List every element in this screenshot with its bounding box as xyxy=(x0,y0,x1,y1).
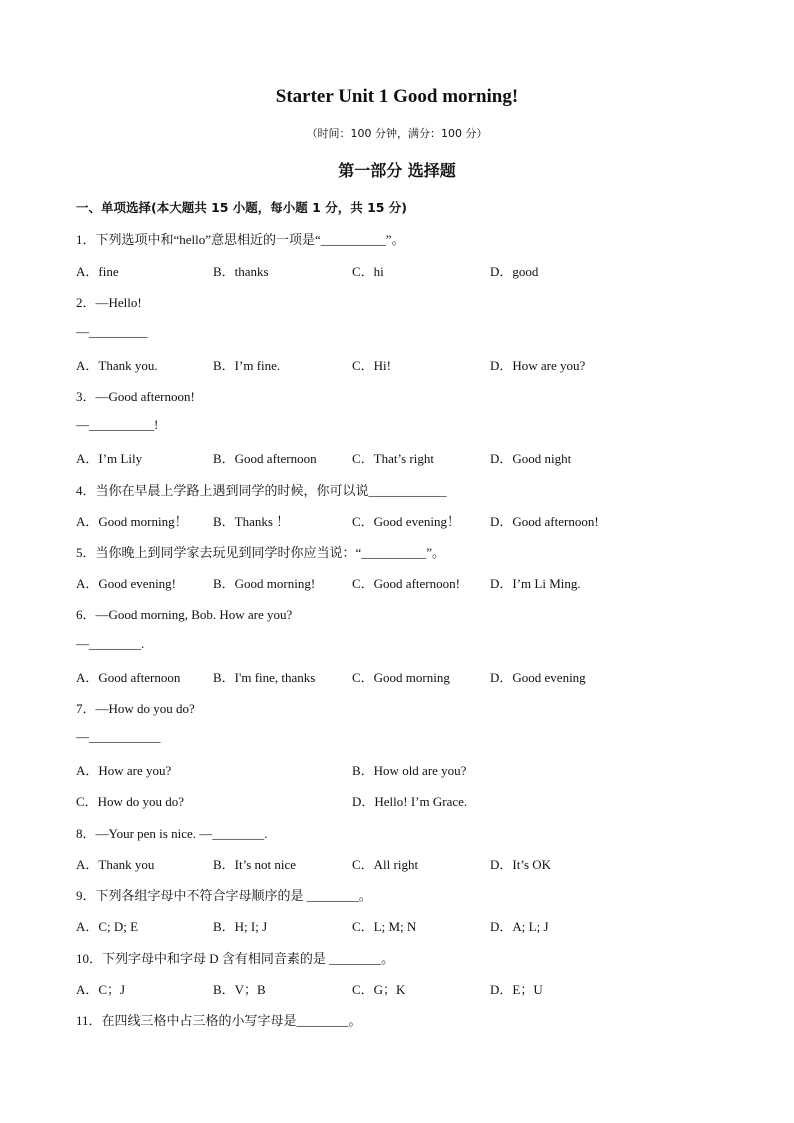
option-d: D．E；U xyxy=(490,982,543,997)
option-d: D．It’s OK xyxy=(490,857,552,872)
option-c: C．G；K xyxy=(352,982,406,997)
option-a: A．Thank you xyxy=(76,857,155,872)
option-d: D．Good evening xyxy=(490,670,586,685)
question-stem: 4．当你在早晨上学路上遇到同学的时候，你可以说____________ xyxy=(76,483,447,498)
option-b: B．thanks xyxy=(213,264,269,279)
option-c: C．Good morning xyxy=(352,670,450,685)
option-d: D．How are you? xyxy=(490,358,586,373)
exam-info: （时间：100 分钟，满分：100 分） xyxy=(306,127,488,140)
answer-blank-line: —__________! xyxy=(76,417,159,432)
option-c: C．hi xyxy=(352,264,384,279)
answer-blank-line: —___________ xyxy=(76,729,161,744)
option-a: A．Good afternoon xyxy=(76,670,181,685)
section-heading: 一、单项选择(本大题共 15 小题，每小题 1 分，共 15 分) xyxy=(76,200,408,215)
option-a: A．Good evening! xyxy=(76,576,177,591)
option-c: C．Good evening！ xyxy=(352,514,460,529)
option-b: B．It’s not nice xyxy=(213,857,297,872)
option-b: B．H; I; J xyxy=(213,919,268,934)
option-c: C．L; M; N xyxy=(352,919,417,934)
question-stem: 3．—Good afternoon! xyxy=(76,389,195,404)
option-b: B．Good afternoon xyxy=(213,451,317,466)
option-d: D．Hello! I’m Grace. xyxy=(352,794,468,809)
page-title: Starter Unit 1 Good morning! xyxy=(275,86,519,107)
answer-blank-line: —________. xyxy=(76,636,145,651)
option-b: B．I'm fine, thanks xyxy=(213,670,316,685)
option-a: A．Thank you. xyxy=(76,358,158,373)
option-b: B．How old are you? xyxy=(352,763,467,778)
option-a: A．How are you? xyxy=(76,763,172,778)
option-d: D．I’m Li Ming. xyxy=(490,576,581,591)
option-a: A．Good morning！ xyxy=(76,514,188,529)
question-stem: 1．下列选项中和“hello”意思相近的一项是“__________”。 xyxy=(76,232,405,247)
question-stem: 9．下列各组字母中不符合字母顺序的是 ________。 xyxy=(76,888,372,903)
option-d: D．A; L; J xyxy=(490,919,549,934)
question-stem: 2．—Hello! xyxy=(76,295,142,310)
question-stem: 7．—How do you do? xyxy=(76,701,195,716)
option-d: D．Good afternoon! xyxy=(490,514,599,529)
option-a: A．fine xyxy=(76,264,119,279)
question-stem: 6．—Good morning, Bob. How are you? xyxy=(76,607,293,622)
part-heading: 第一部分 选择题 xyxy=(338,161,456,180)
question-stem: 8．—Your pen is nice. —________. xyxy=(76,826,268,841)
option-c: C．Good afternoon! xyxy=(352,576,460,591)
option-a: A．I’m Lily xyxy=(76,451,143,466)
option-b: B．Good morning! xyxy=(213,576,316,591)
option-c: C．That’s right xyxy=(352,451,434,466)
answer-blank-line: —_________ xyxy=(76,324,148,339)
option-b: B．Thanks ！ xyxy=(213,514,290,529)
question-stem: 11．在四线三格中占三格的小写字母是________。 xyxy=(76,1013,362,1028)
option-c: C．How do you do? xyxy=(76,794,184,809)
option-d: D．Good night xyxy=(490,451,572,466)
option-a: A．C；J xyxy=(76,982,126,997)
option-c: C．All right xyxy=(352,857,419,872)
option-c: C．Hi! xyxy=(352,358,392,373)
option-b: B．V；B xyxy=(213,982,266,997)
option-b: B．I’m fine. xyxy=(213,358,281,373)
question-stem: 5．当你晚上到同学家去玩见到同学时你应当说：“__________”。 xyxy=(76,545,446,560)
question-stem: 10．下列字母中和字母 D 含有相同音素的是 ________。 xyxy=(76,951,395,966)
option-d: D．good xyxy=(490,264,539,279)
option-a: A．C; D; E xyxy=(76,919,139,934)
